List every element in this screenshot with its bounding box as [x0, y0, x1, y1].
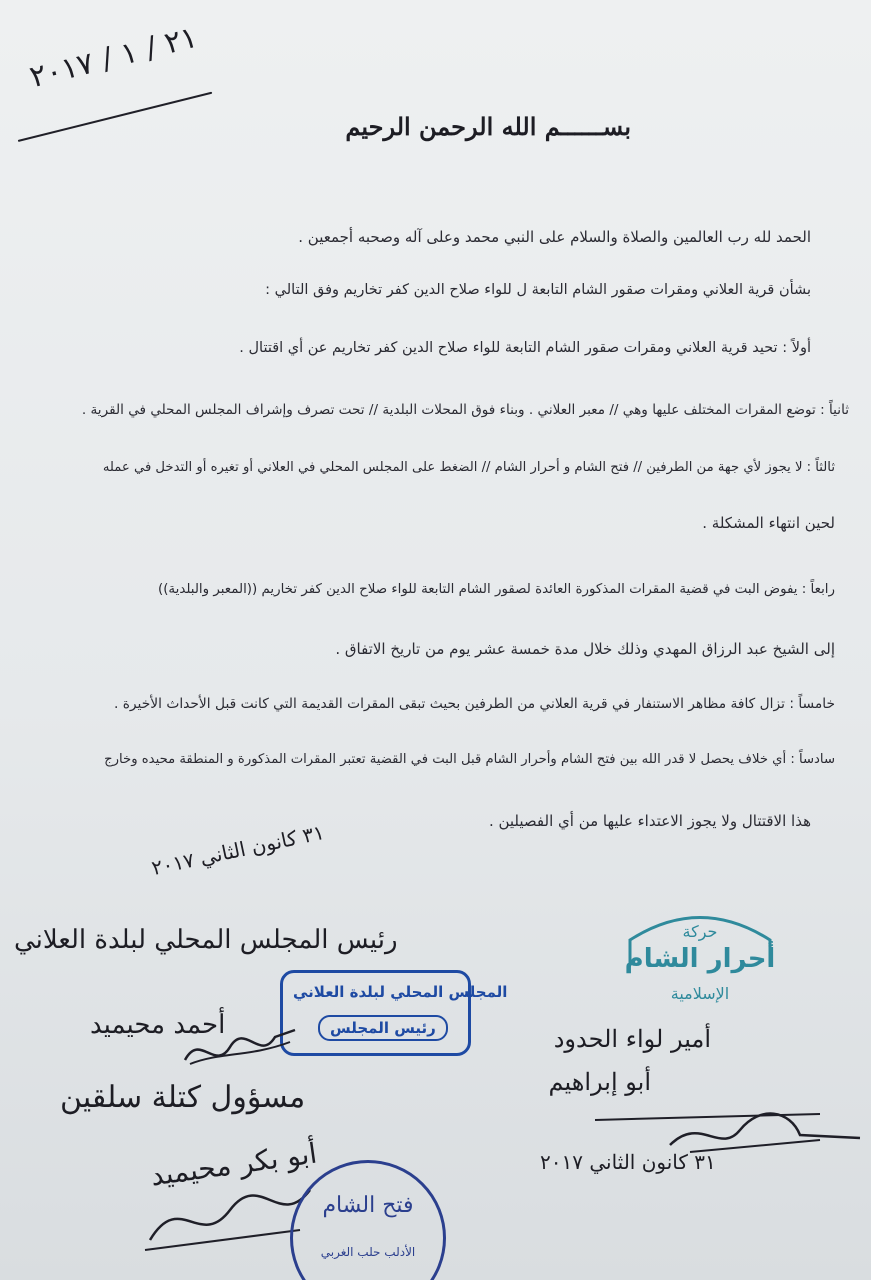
- left-date: ٣١ كانون الثاني ٢٠١٧: [149, 819, 327, 881]
- item-6-line-2: هذا الاقتتال ولا يجوز الاعتداء عليها من أي الفصيلين .: [488, 812, 811, 830]
- item-6-line-1: سادساً : أي خلاف يحصل لا قدر الله بين فتح الشام وأحرار الشام قبل البت في القضية تعتبر المقرات المذكورة و المنطقة محيده وخارج: [104, 752, 835, 767]
- item-1: أولاً : تحيد قرية العلاني ومقرات صقور الشام التابعة للواء صلاح الدين كفر تخاريم عن أي اقتتال .: [239, 340, 811, 356]
- item-5: خامساً : تزال كافة مظاهر الاستنفار في قرية العلاني من الطرفين بحيث تبقى المقرات القديمة التي كانت قبل الأحداث الأخيرة .: [113, 696, 835, 712]
- council-stamp: [280, 970, 508, 1056]
- ahrar-stamp-main: أحرار الشام: [624, 944, 776, 974]
- left-signatory-name-1: أحمد محيميد: [90, 1010, 226, 1040]
- ahrar-stamp: [620, 900, 780, 1020]
- signature-1: [180, 1022, 300, 1072]
- intro-text: الحمد لله رب العالمين والصلاة والسلام على النبي محمد وعلى آله وصحبه أجمعين .: [298, 228, 811, 246]
- ahrar-stamp-bottom: الإسلامية: [670, 984, 730, 1003]
- left-signatory-title-2: مسؤول كتلة سلقين: [60, 1080, 306, 1115]
- round-stamp-bottom: الأدلب حلب الغربي: [320, 1245, 416, 1259]
- item-2: ثانياً : توضع المقرات المختلف عليها وهي // معبر العلاني . وبناء فوق المحلات البلدية // تحت تصرف وإشراف المجلس المحلي في القرية .: [81, 402, 849, 418]
- basmala-heading: بســــــم الله الرحمن الرحيم: [345, 112, 631, 141]
- item-4-line-1: رابعاً : يفوض البت في قضية المقرات المذكورة العائدة لصقور الشام التابعة للواء صلاح الدين كفر تخاريم ((المعبر والبلدية)): [157, 582, 835, 597]
- left-signatory-title: رئيس المجلس المحلي لبلدة العلاني: [14, 925, 398, 955]
- item-4-line-2: إلى الشيخ عبد الرزاق المهدي وذلك خلال مدة خمسة عشر يوم من تاريخ الاتفاق .: [335, 640, 835, 658]
- handwritten-date: ٢١ / ١ / ٢٠١٧: [26, 19, 201, 96]
- date-underline: [18, 92, 213, 142]
- right-signatory-title: أمير لواء الحدود: [553, 1025, 711, 1053]
- ahrar-stamp-top: حركة: [682, 922, 718, 941]
- right-signatory-name: أبو إبراهيم: [548, 1068, 651, 1096]
- item-3-line-2: لحين انتهاء المشكلة .: [702, 514, 835, 532]
- item-3-line-1: ثالثاً : لا يجوز لأي جهة من الطرفين // فتح الشام و أحرار الشام // الضغط على المجلس المحلي في العلاني أو تغيره أو التدخل في عمله: [102, 460, 835, 475]
- right-date: ٣١ كانون الثاني ٢٠١٧: [540, 1150, 716, 1174]
- left-signatory-name-2: أبو بكر محيميد: [148, 1136, 319, 1193]
- round-stamp-top: فتح الشام: [322, 1193, 414, 1218]
- subject-text: بشأن قرية العلاني ومقرات صقور الشام التابعة ل للواء صلاح الدين كفر تخاريم وفق التالي :: [265, 282, 811, 298]
- council-stamp-line-2: رئيس المجلس: [318, 1015, 448, 1041]
- council-stamp-line-1: المجلس المحلي لبلدة العلاني: [293, 983, 508, 1001]
